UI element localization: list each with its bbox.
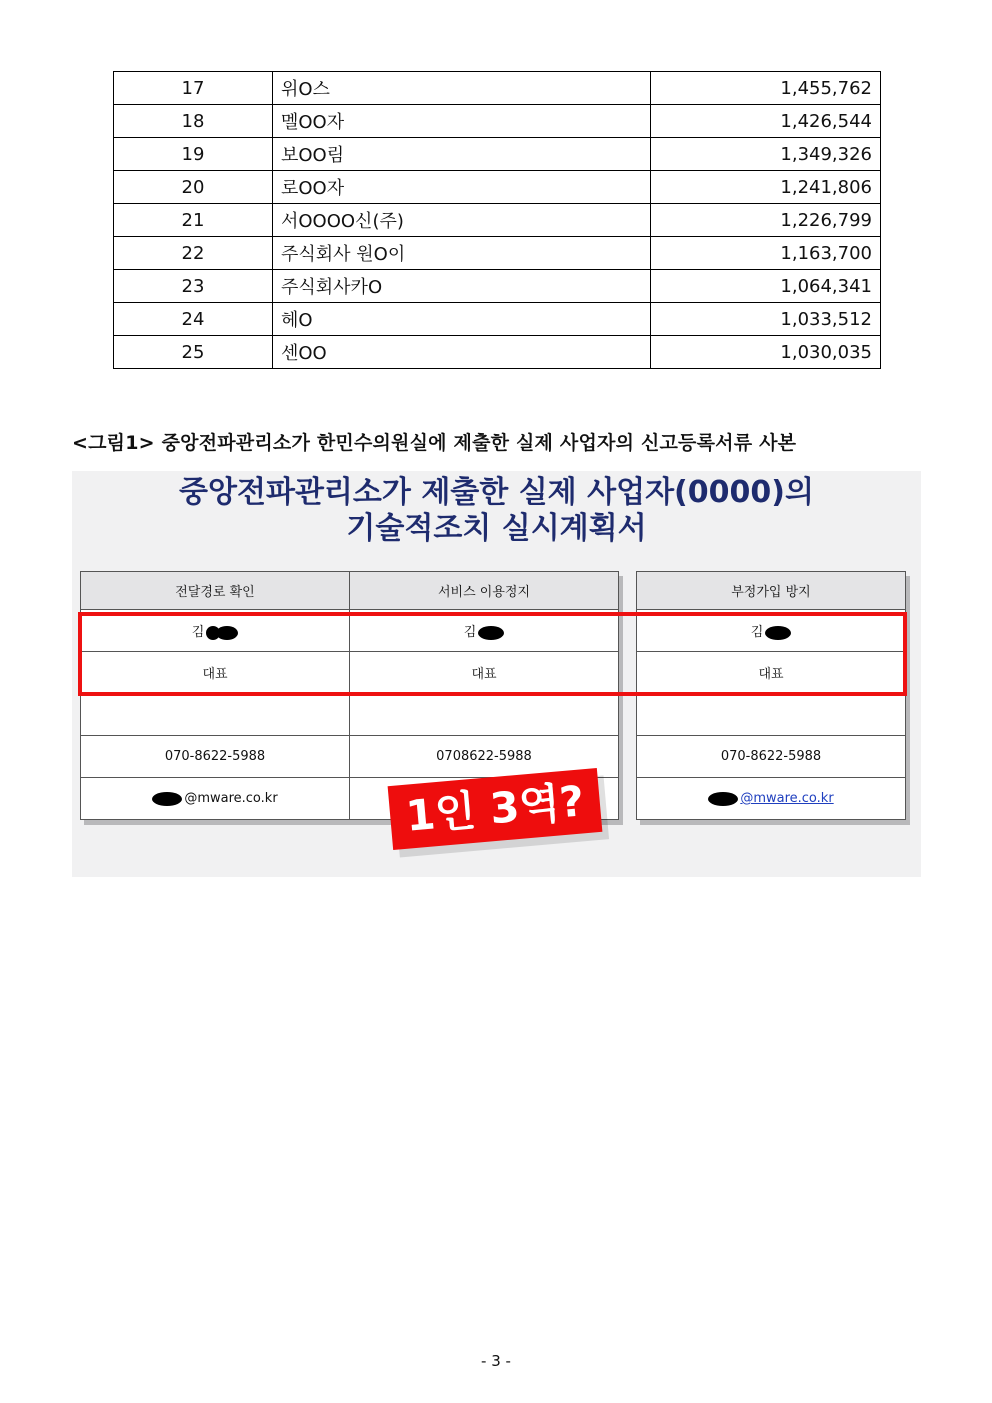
- amount-value: 1,241,806: [651, 171, 881, 204]
- phone-cell: 0708622-5988: [350, 736, 619, 778]
- amount-value: 1,064,341: [651, 270, 881, 303]
- role-cell: 대표: [81, 652, 350, 694]
- figure-title-line1: 중앙전파관리소가 제출한 실제 사업자(0000)의: [179, 475, 814, 510]
- table-row: [114, 237, 881, 270]
- rank-number: 20: [114, 171, 273, 204]
- company-name: 멜OO자: [273, 105, 651, 138]
- amount-value: 1,033,512: [651, 303, 881, 336]
- table-row: [114, 303, 881, 336]
- redaction-mark: [216, 626, 238, 640]
- name-cell: [637, 610, 906, 652]
- email-suffix: @mware.co.kr: [184, 791, 278, 806]
- amount-value: 1,426,544: [651, 105, 881, 138]
- email-cell: [637, 778, 906, 820]
- company-name: 로OO자: [273, 171, 651, 204]
- phone-cell: 070-8622-5988: [637, 736, 906, 778]
- table-row: [114, 336, 881, 369]
- company-name: 주식회사카O: [273, 270, 651, 303]
- rank-number: 25: [114, 336, 273, 369]
- table-row: [114, 138, 881, 171]
- figure-caption: <그림1> 중앙전파관리소가 한민수의원실에 제출한 실제 사업자의 신고등록서류 사본: [72, 432, 797, 454]
- table-row: [114, 204, 881, 237]
- company-name: 센OO: [273, 336, 651, 369]
- empty-cell: [350, 694, 619, 736]
- name-prefix: 김: [463, 625, 477, 640]
- name-prefix: 김: [191, 625, 205, 640]
- table-row: [114, 72, 881, 105]
- company-name: 서OOOO신(주): [273, 204, 651, 237]
- rank-number: 24: [114, 303, 273, 336]
- name-cell: [350, 610, 619, 652]
- header-service-suspend: 서비스 이용정지: [350, 572, 619, 610]
- rank-number: 23: [114, 270, 273, 303]
- empty-cell: [637, 694, 906, 736]
- name-prefix: 김: [750, 625, 764, 640]
- rank-number: 19: [114, 138, 273, 171]
- company-name: 보OO림: [273, 138, 651, 171]
- amount-value: 1,349,326: [651, 138, 881, 171]
- table-row: [114, 105, 881, 138]
- table-row: [114, 171, 881, 204]
- figure-image: [72, 471, 921, 877]
- figure-title: [72, 475, 921, 547]
- role-cell: 대표: [637, 652, 906, 694]
- header-fraud-prevent: 부정가입 방지: [637, 572, 906, 610]
- rank-number: 17: [114, 72, 273, 105]
- figure-title-line2: 기술적조치 실시계획서: [346, 511, 647, 546]
- email-cell: [81, 778, 350, 820]
- redaction-mark: [708, 792, 738, 806]
- company-name: 위O스: [273, 72, 651, 105]
- rank-number: 18: [114, 105, 273, 138]
- company-name: 주식회사 원O이: [273, 237, 651, 270]
- amount-value: 1,163,700: [651, 237, 881, 270]
- redaction-mark: [152, 792, 182, 806]
- rank-number: 22: [114, 237, 273, 270]
- page-number: - 3 -: [481, 1352, 511, 1370]
- company-name: 헤O: [273, 303, 651, 336]
- phone-cell: 070-8622-5988: [81, 736, 350, 778]
- email-link[interactable]: @mware.co.kr: [740, 791, 834, 806]
- plan-table-right: [636, 571, 906, 820]
- header-route-check: 전달경로 확인: [81, 572, 350, 610]
- role-cell: 대표: [350, 652, 619, 694]
- redaction-mark: [765, 626, 791, 640]
- table-row: [114, 270, 881, 303]
- amount-value: 1,455,762: [651, 72, 881, 105]
- name-cell: [81, 610, 350, 652]
- empty-cell: [81, 694, 350, 736]
- rank-number: 21: [114, 204, 273, 237]
- stamp-label: 1인 3역?: [388, 768, 603, 850]
- amount-value: 1,030,035: [651, 336, 881, 369]
- ranking-table: [113, 71, 881, 369]
- redaction-mark: [478, 626, 504, 640]
- amount-value: 1,226,799: [651, 204, 881, 237]
